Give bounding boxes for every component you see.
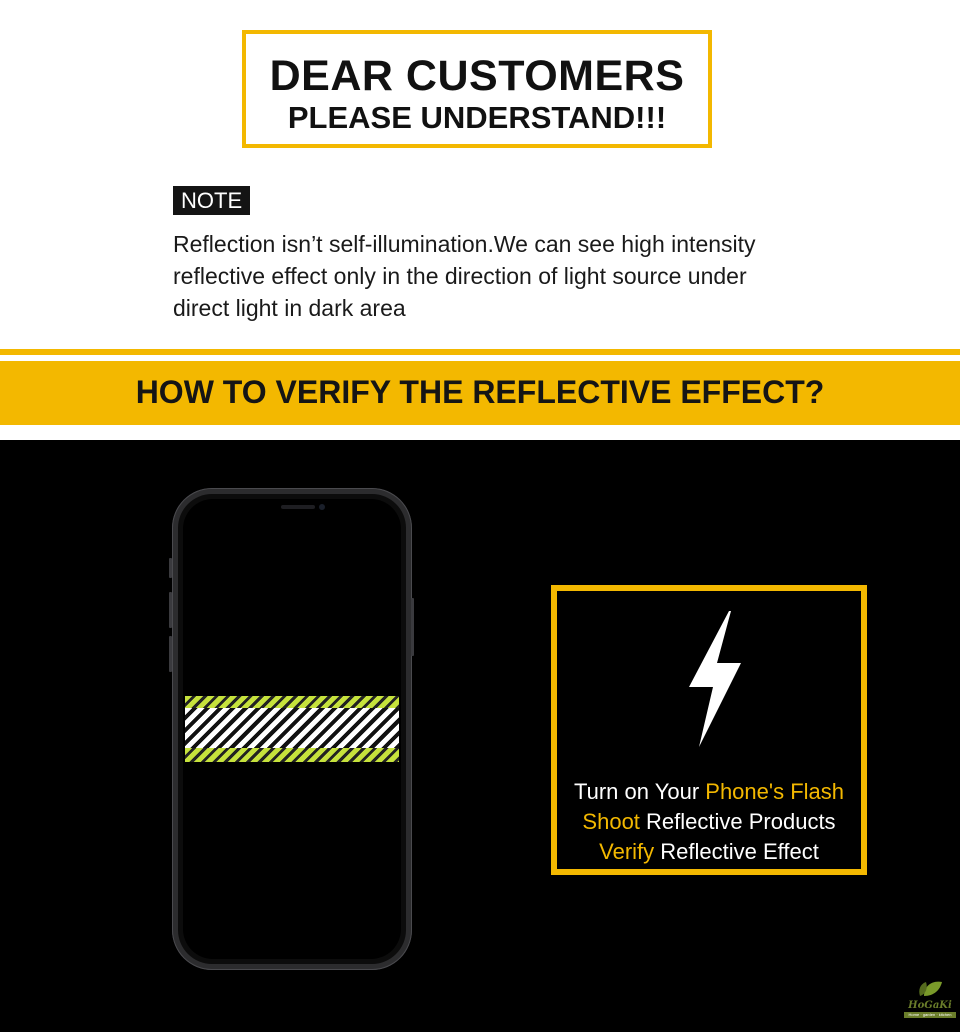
logo-tagline: Home · garden · kitchen <box>904 1012 956 1018</box>
page-title: DEAR CUSTOMERS <box>269 52 685 100</box>
instruction-line <box>557 807 861 837</box>
note-line: Reflection isn’t self-illumination.We can see high intensity <box>173 231 756 257</box>
phone-side-button <box>411 598 414 656</box>
instruction-line <box>557 837 861 867</box>
section-banner: HOW TO VERIFY THE REFLECTIVE EFFECT? <box>0 361 960 425</box>
phone-side-button <box>169 558 172 578</box>
lightning-bolt-icon <box>685 609 745 749</box>
title-box <box>242 30 712 148</box>
phone-speaker <box>281 505 315 509</box>
phone-side-button <box>169 636 172 672</box>
logo-text: HoGaKi <box>908 1000 952 1011</box>
instruction-text-highlight: Verify <box>599 839 655 864</box>
instruction-text <box>557 777 861 867</box>
instruction-text-highlight: Shoot <box>582 809 640 834</box>
note-badge: NOTE <box>173 186 250 215</box>
instruction-text-normal: Turn on Your <box>573 779 706 804</box>
leaf-icon <box>902 976 958 1000</box>
phone-camera <box>319 504 325 510</box>
note-text <box>173 228 853 324</box>
note-line: reflective effect only in the direction of light source under <box>173 263 747 289</box>
instruction-box <box>551 585 867 875</box>
phone-side-button <box>169 592 172 628</box>
instruction-text-normal: Reflective Effect <box>654 839 819 864</box>
accent-stripe <box>0 349 960 355</box>
page-subtitle: PLEASE UNDERSTAND!!! <box>287 100 667 135</box>
reflective-tape-edge <box>185 696 399 708</box>
instruction-line <box>557 777 861 807</box>
reflective-tape-edge <box>185 748 399 762</box>
reflective-tape-stripe <box>185 708 399 748</box>
brand-logo <box>902 976 958 1020</box>
top-section <box>0 0 960 440</box>
instruction-text-normal: Reflective Products <box>639 809 836 834</box>
reflective-tape-sample <box>185 696 399 762</box>
instruction-text-highlight: Phone's Flash <box>705 779 844 804</box>
note-line: direct light in dark area <box>173 295 406 321</box>
